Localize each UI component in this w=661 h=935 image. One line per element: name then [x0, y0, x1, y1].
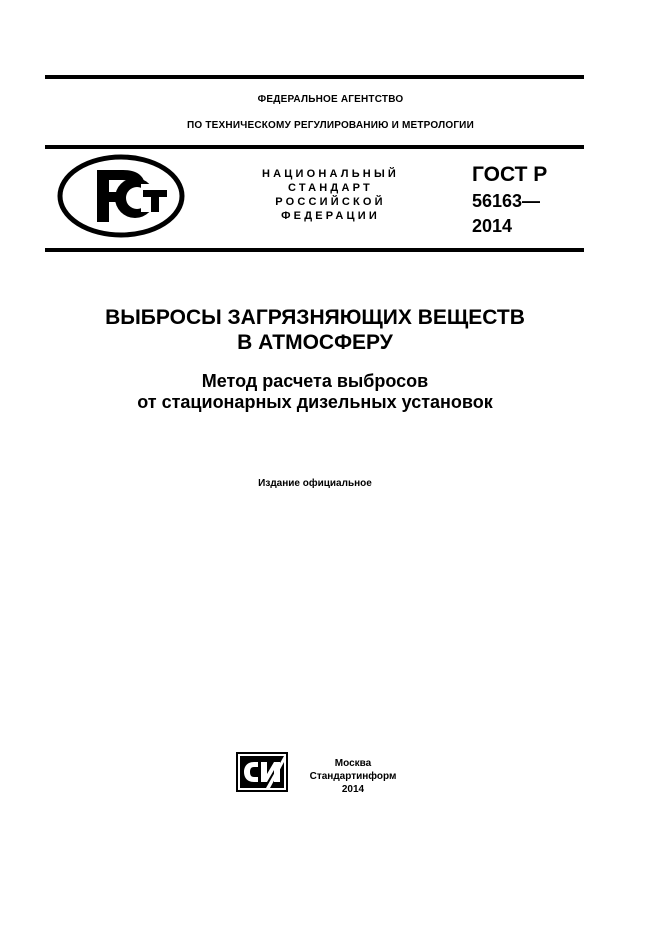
rst-logo-icon — [57, 154, 185, 238]
publisher-name: Стандартинформ — [309, 771, 397, 782]
agency-line-2: ПО ТЕХНИЧЕСКОМУ РЕГУЛИРОВАНИЮ И МЕТРОЛОГИИ — [187, 120, 474, 131]
national-standard-line-2: СТАНДАРТ — [288, 182, 373, 194]
gost-number: 56163— — [472, 191, 541, 211]
gost-label: ГОСТ Р — [472, 163, 548, 186]
national-standard-line-1: НАЦИОНАЛЬНЫЙ — [261, 168, 400, 180]
national-standard-line-4: ФЕДЕРАЦИИ — [281, 210, 380, 222]
national-standard-line-3: РОССИЙСКОЙ — [275, 196, 386, 208]
document-subtitle-line-2: от стационарных дизельных установок — [137, 392, 493, 412]
header-bottom-divider — [45, 248, 584, 252]
document-title-line-1: ВЫБРОСЫ ЗАГРЯЗНЯЮЩИХ ВЕЩЕСТВ — [105, 306, 525, 329]
agency-line-1: ФЕДЕРАЛЬНОЕ АГЕНТСТВО — [257, 94, 404, 105]
document-title-line-2: В АТМОСФЕРУ — [237, 331, 393, 354]
publisher-year: 2014 — [341, 784, 365, 795]
document-subtitle-line-1: Метод расчета выбросов — [201, 371, 429, 391]
publisher-city: Москва — [334, 758, 372, 769]
edition-label: Издание официальное — [258, 478, 372, 489]
top-divider — [45, 75, 584, 79]
gost-year: 2014 — [472, 216, 513, 236]
header-divider — [45, 145, 584, 149]
standartinform-logo-icon — [236, 752, 288, 792]
